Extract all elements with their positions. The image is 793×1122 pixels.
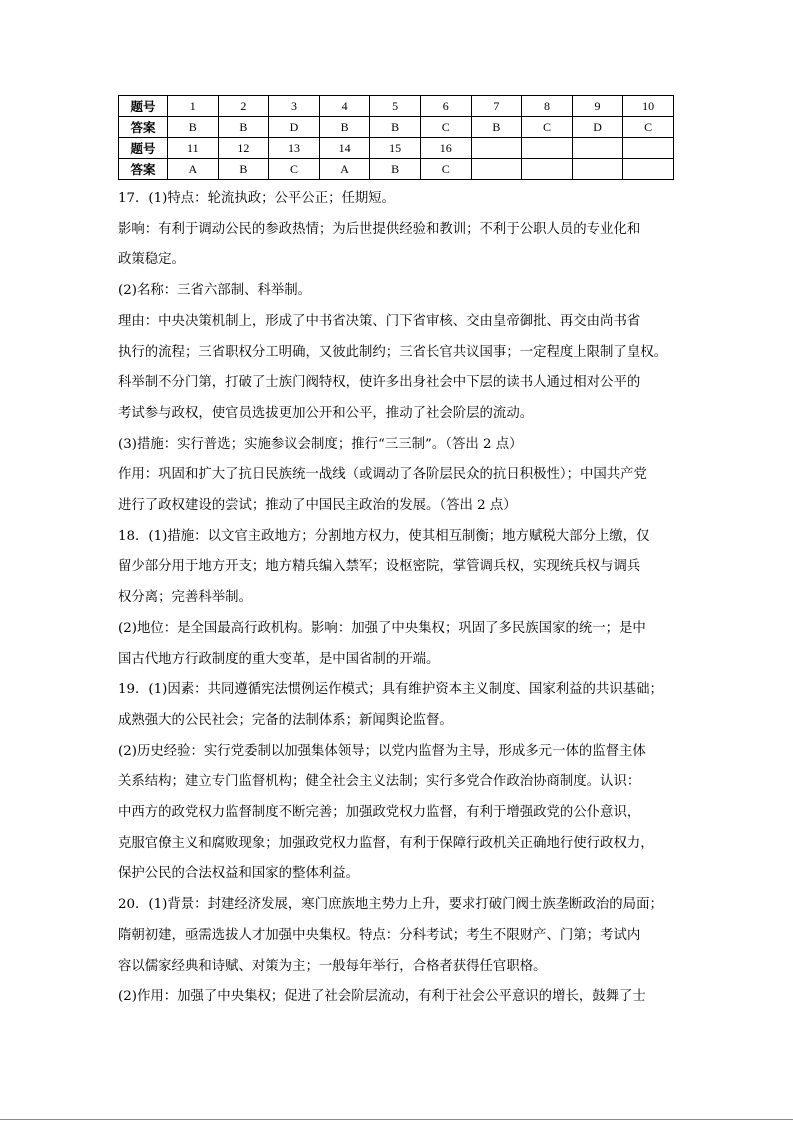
answer-table-cell [623, 159, 674, 180]
answer-table-cell [572, 159, 623, 180]
answer-table-cell [471, 159, 522, 180]
answer-explanations [118, 184, 678, 1013]
answer-table-cell: 5 [370, 96, 421, 117]
answer-table-cell: B [370, 159, 421, 180]
row-header-cell: 题号 [119, 138, 168, 159]
answer-table-cell: 6 [420, 96, 471, 117]
answer-table-cell: 13 [269, 138, 320, 159]
answer-table-cell: 14 [319, 138, 370, 159]
answer-table-cell: 8 [522, 96, 573, 117]
answer-table-cell: B [319, 117, 370, 138]
text-line: 克服官僚主义和腐败现象；加强政党权力监督，有利于保障行政机关正确地行使行政权力， [118, 835, 654, 851]
text-line: 理由：中央决策机制上，形成了中书省决策、门下省审核、交由皇帝御批、再交由尚书省 [118, 313, 641, 329]
text-line: 成熟强大的公民社会；完备的法制体系；新闻舆论监督。 [118, 712, 453, 728]
answer-table-cell: B [168, 117, 219, 138]
text-line: 20．(1)背景：封建经济发展，寒门庶族地主势力上升，要求打破门阀士族垄断政治的局面； [118, 897, 663, 913]
row-header-cell: 答案 [119, 159, 168, 180]
answer-table-cell [522, 138, 573, 159]
answer-table-cell: 11 [168, 138, 219, 159]
text-line: (2)名称：三省六部制、科举制。 [118, 283, 312, 299]
answer-table-cell: 10 [623, 96, 674, 117]
answer-table-cell: 15 [370, 138, 421, 159]
answer-table-cell [522, 159, 573, 180]
text-line: 隋朝初建，亟需选拔人才加强中央集权。特点：分科考试；考生不限财产、门第；考试内 [118, 927, 641, 943]
answer-table-cell [572, 138, 623, 159]
answer-table-cell: B [218, 159, 269, 180]
page-bottom-rule [0, 1119, 793, 1120]
row-header-cell: 答案 [119, 117, 168, 138]
text-line: 关系结构；建立专门监督机构；健全社会主义法制；实行多党合作政治协商制度。认识： [118, 774, 641, 790]
text-line: 权分离；完善科举制。 [118, 590, 252, 606]
answer-table-cell [471, 138, 522, 159]
text-line: 留少部分用于地方开支；地方精兵编入禁军；设枢密院，掌管调兵权，实现统兵权与调兵 [118, 559, 641, 575]
text-line: 进行了政权建设的尝试；推动了中国民主政治的发展。（答出 2 点） [118, 498, 517, 514]
answer-table-row [119, 96, 674, 117]
answer-table-cell: C [269, 159, 320, 180]
answer-table-cell: C [420, 117, 471, 138]
text-line: 19．(1)因素：共同遵循宪法惯例运作模式；具有维护资本主义制度、国家利益的共识基础； [118, 682, 663, 698]
answer-table-row [119, 159, 674, 180]
answer-table-cell: D [269, 117, 320, 138]
text-line: 保护公民的合法权益和国家的整体利益。 [118, 866, 360, 882]
text-line: 中西方的政党权力监督制度不断完善；加强政党权力监督，有利于增强政党的公仆意识， [118, 805, 641, 821]
answer-table-cell: B [370, 117, 421, 138]
answer-table-cell: 12 [218, 138, 269, 159]
text-line: 作用：巩固和扩大了抗日民族统一战线（或调动了各阶层民众的抗日积极性）；中国共产党 [118, 467, 647, 483]
answer-table-cell: 7 [471, 96, 522, 117]
text-line: 考试参与政权，使官员选拔更加公开和公平，推动了社会阶层的流动。 [118, 405, 534, 421]
answer-key-table [118, 95, 674, 180]
answer-table-cell [623, 138, 674, 159]
text-line: 科举制不分门第，打破了士族门阀特权，使许多出身社会中下层的读书人通过相对公平的 [118, 375, 641, 391]
answer-table-cell: 9 [572, 96, 623, 117]
answer-document [118, 95, 678, 1013]
text-line: (2)作用：加强了中央集权；促进了社会阶层流动，有利于社会公平意识的增长，鼓舞了士 [118, 989, 646, 1005]
answer-table-row [119, 117, 674, 138]
answer-table-cell: 4 [319, 96, 370, 117]
row-header-cell: 题号 [119, 96, 168, 117]
text-line: (2)历史经验：实行党委制以加强集体领导；以党内监督为主导，形成多元一体的监督主体 [118, 743, 646, 759]
answer-table-cell: A [168, 159, 219, 180]
text-line: 国古代地方行政制度的重大变革，是中国省制的开端。 [118, 651, 440, 667]
answer-table-cell: B [218, 117, 269, 138]
answer-table-cell: B [471, 117, 522, 138]
text-line: 17．(1)特点：轮流执政；公平公正；任期短。 [118, 191, 396, 206]
answer-table-cell: 16 [420, 138, 471, 159]
text-line: 18．(1)措施：以文官主政地方；分割地方权力，使其相互制衡；地方赋税大部分上缴，仅 [118, 528, 650, 544]
answer-table-cell: 3 [269, 96, 320, 117]
text-line: 政策稳定。 [118, 252, 185, 268]
answer-table-cell: C [522, 117, 573, 138]
answer-table-cell: C [623, 117, 674, 138]
text-line: 影响：有利于调动公民的参政热情；为后世提供经验和教训；不利于公职人员的专业化和 [118, 221, 641, 237]
answer-table-row [119, 138, 674, 159]
text-line: (2)地位：是全国最高行政机构。影响：加强了中央集权；巩固了多民族国家的统一；是中 [118, 620, 646, 636]
answer-table-cell: 2 [218, 96, 269, 117]
text-line: 执行的流程；三省职权分工明确，又彼此制约；三省长官共议国事；一定程度上限制了皇权。 [118, 344, 668, 360]
answer-table-cell: D [572, 117, 623, 138]
text-line: 容以儒家经典和诗赋、对策为主；一般每年举行，合格者获得任官职格。 [118, 958, 547, 974]
answer-table-cell: A [319, 159, 370, 180]
text-line: (3)措施：实行普选；实施参议会制度；推行“三三制”。（答出 2 点） [118, 436, 523, 452]
answer-table-cell: 1 [168, 96, 219, 117]
answer-table-cell: C [420, 159, 471, 180]
